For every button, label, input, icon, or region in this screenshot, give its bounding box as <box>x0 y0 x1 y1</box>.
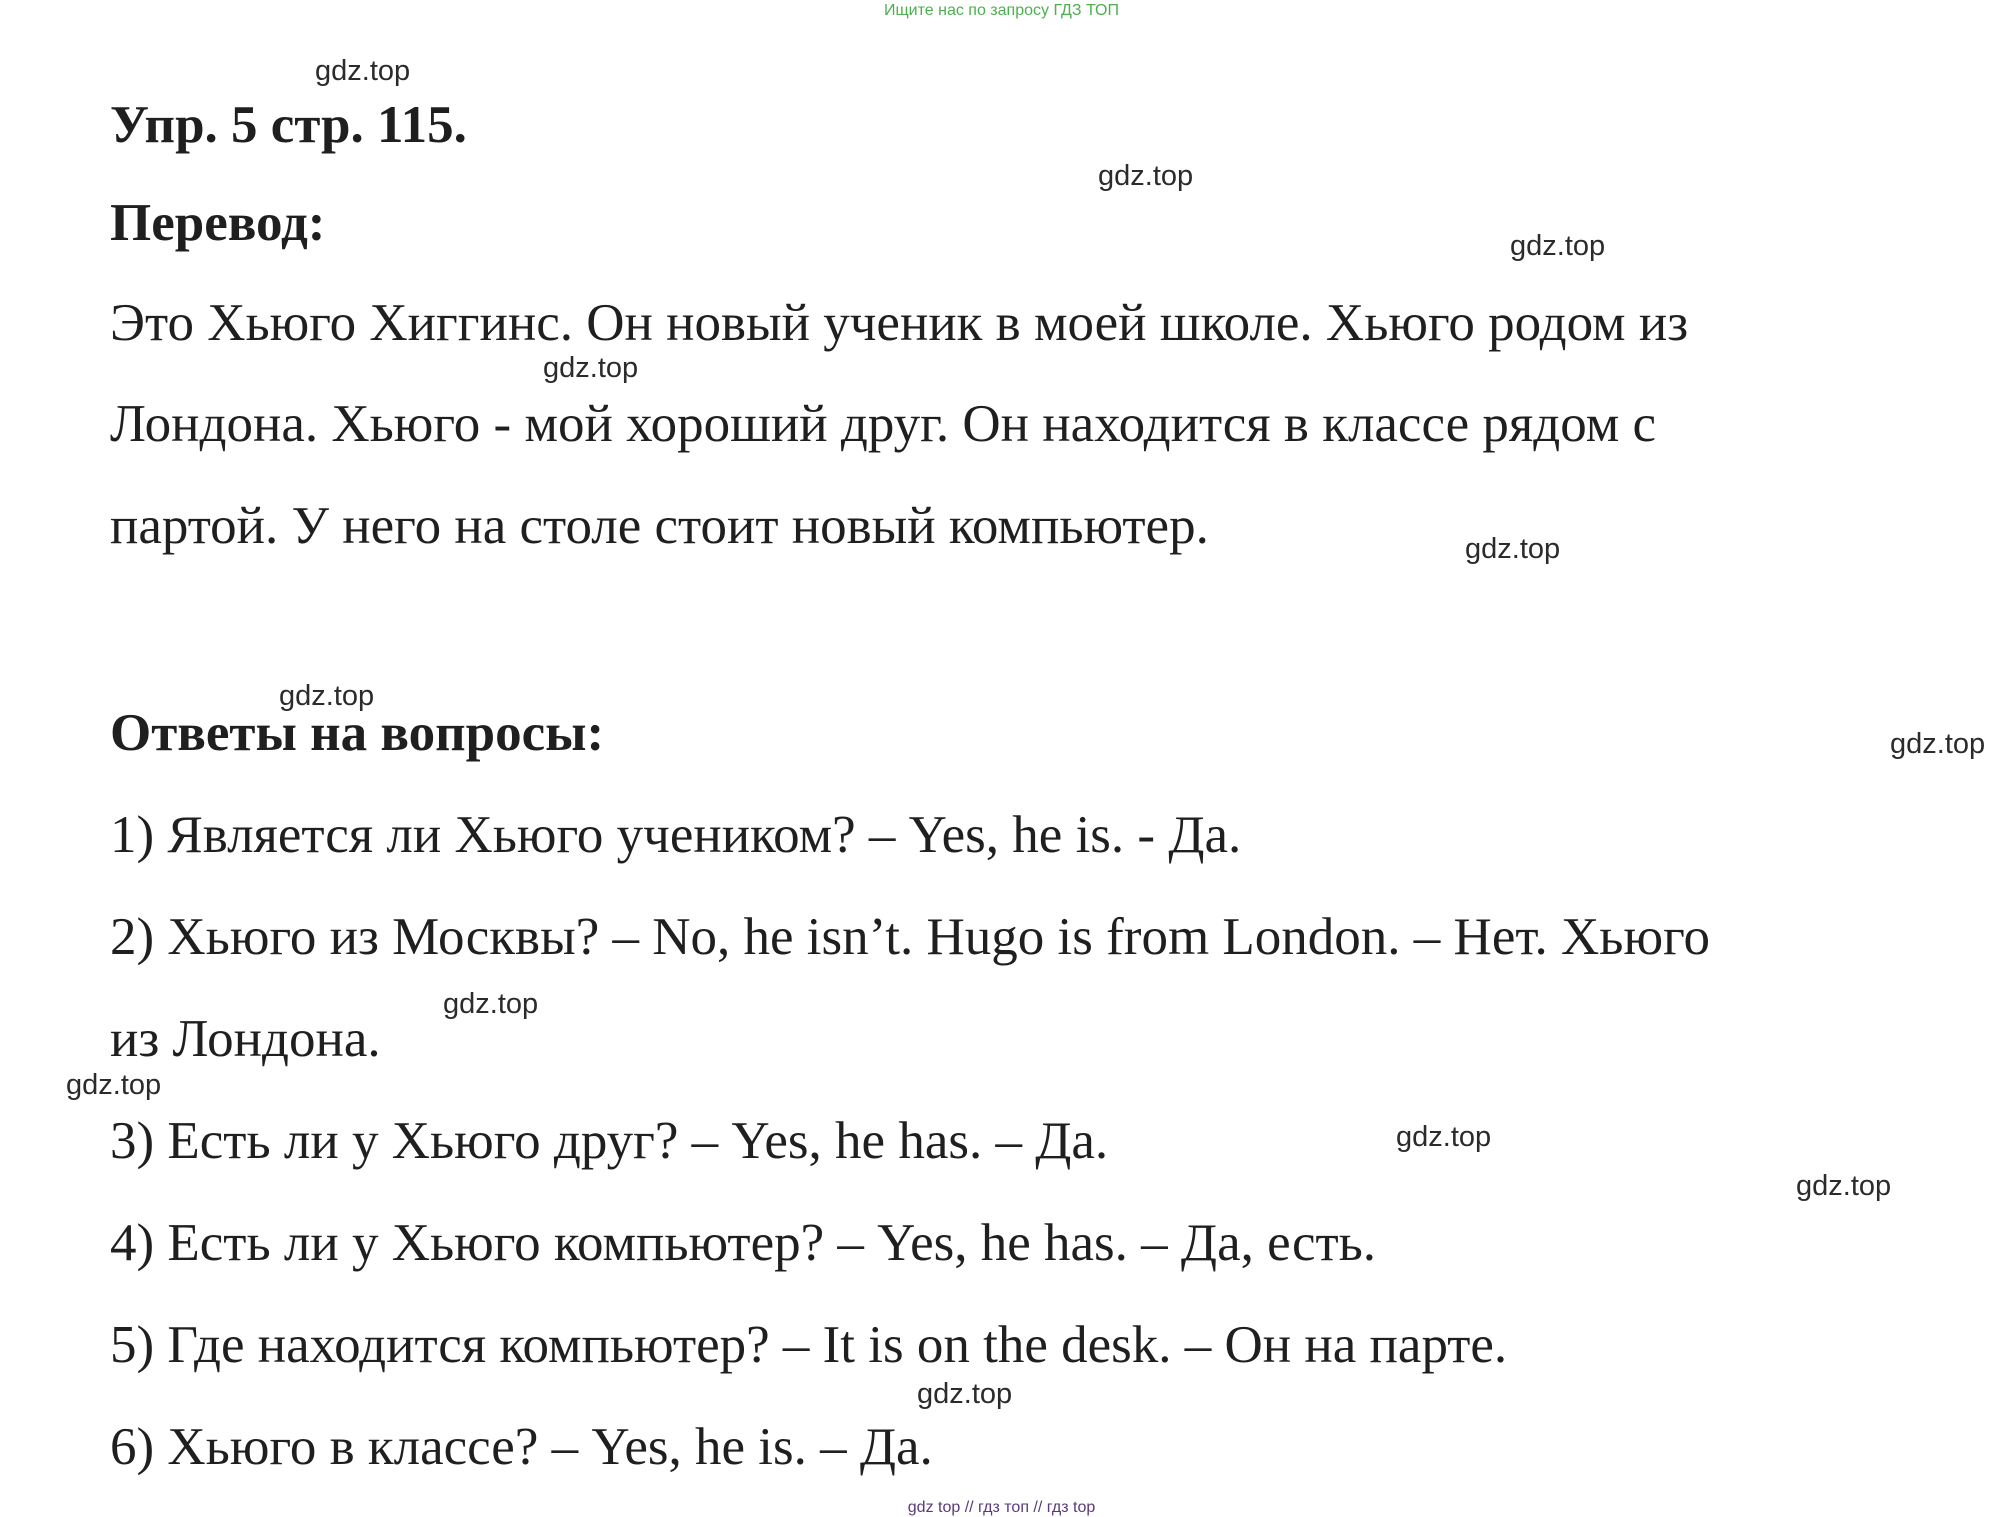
answer-line-4: 4) Есть ли у Хьюго компьютер? – Yes, he has. – Да, есть. <box>110 1214 1377 1272</box>
watermark: gdz.top <box>1796 1170 1892 1202</box>
watermark: gdz.top <box>443 988 539 1020</box>
answer-line-1: 1) Является ли Хьюго учеником? – Yes, he is. - Да. <box>110 806 1242 864</box>
exercise-title: Упр. 5 стр. 115. <box>110 96 467 154</box>
translation-heading: Перевод: <box>110 194 326 252</box>
translation-line-3: партой. У него на столе стоит новый компьютер. <box>110 497 1209 555</box>
answers-heading: Ответы на вопросы: <box>110 704 605 762</box>
answer-line-2-cont: из Лондона. <box>110 1010 381 1068</box>
answer-line-3: 3) Есть ли у Хьюго друг? – Yes, he has. – Да. <box>110 1112 1109 1170</box>
watermark: gdz.top <box>66 1069 162 1101</box>
footer-links: gdz top // гдз топ // гдз top <box>907 1499 1096 1516</box>
watermark: gdz.top <box>1510 230 1606 262</box>
answer-line-6: 6) Хьюго в классе? – Yes, he is. – Да. <box>110 1418 933 1476</box>
translation-line-1: Это Хьюго Хиггинс. Он новый ученик в моей школе. Хьюго родом из <box>110 294 1689 352</box>
watermark: gdz.top <box>1098 160 1194 192</box>
watermark: gdz.top <box>917 1378 1013 1410</box>
watermark: gdz.top <box>315 55 411 87</box>
watermark: gdz.top <box>1465 533 1561 565</box>
watermark: gdz.top <box>279 680 375 712</box>
search-banner: Ищите нас по запросу ГДЗ ТОП <box>884 2 1119 19</box>
translation-line-2: Лондона. Хьюго - мой хороший друг. Он находится в классе рядом с <box>110 395 1657 453</box>
watermark: gdz.top <box>543 352 639 384</box>
answer-line-2: 2) Хьюго из Москвы? – No, he isn’t. Hugo is from London. – Нет. Хьюго <box>110 908 1710 966</box>
watermark: gdz.top <box>1396 1121 1492 1153</box>
watermark: gdz.top <box>1890 728 1986 760</box>
answer-line-5: 5) Где находится компьютер? – It is on the desk. – Он на парте. <box>110 1316 1508 1374</box>
